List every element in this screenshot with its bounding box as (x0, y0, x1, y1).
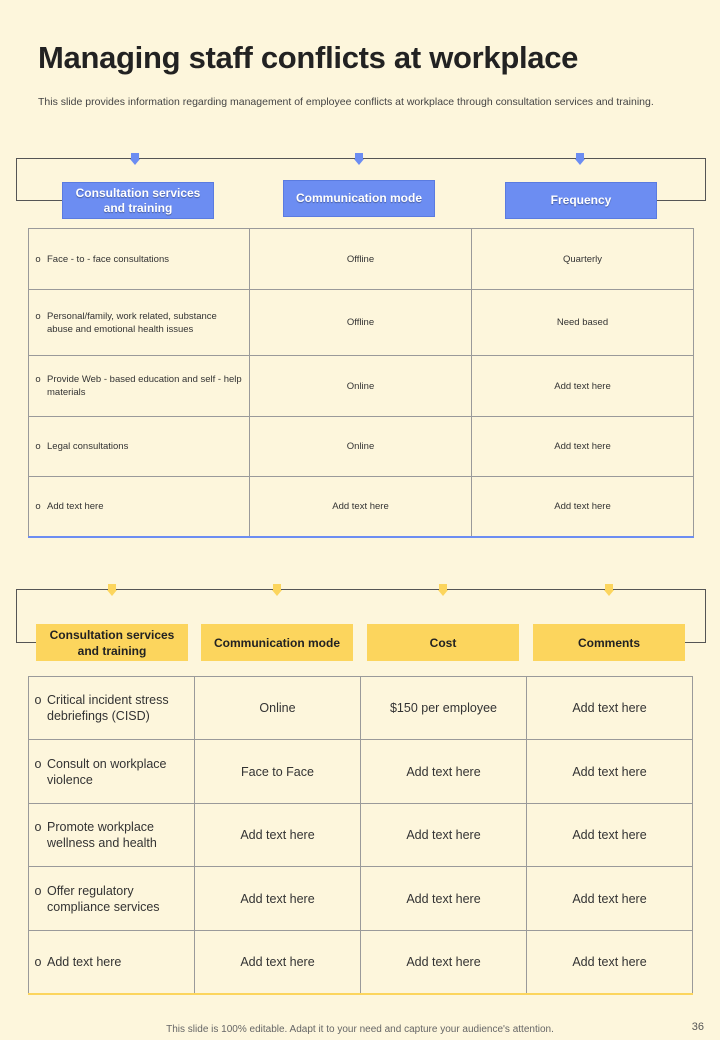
s1-cell-frequency: Add text here (472, 356, 694, 417)
table-row (29, 417, 694, 477)
s2-cell-mode: Add text here (195, 804, 361, 867)
section1-marker-2 (355, 153, 363, 165)
s2-cell-cost: $150 per employee (361, 677, 527, 740)
table-row (29, 931, 693, 994)
s2-cell-mode: Online (195, 677, 361, 740)
s1-header-frequency: Frequency (505, 182, 657, 219)
s2-header-consultation: Consultation services and training (36, 624, 188, 661)
s2-header-comments: Comments (533, 624, 685, 661)
s1-cell-mode: Offline (250, 290, 472, 356)
s2-cell-cost: Add text here (361, 804, 527, 867)
s2-cell-service: o Offer regulatory compliance services (29, 867, 195, 931)
s2-cell-comments: Add text here (527, 740, 693, 804)
s1-cell-mode: Offline (250, 229, 472, 290)
table-row (29, 804, 693, 867)
bullet-icon: o (34, 820, 42, 834)
s2-cell-cost: Add text here (361, 931, 527, 994)
s2-cell-comments: Add text here (527, 677, 693, 740)
bullet-icon: o (34, 693, 42, 707)
section1-marker-3 (576, 153, 584, 165)
s2-cell-comments: Add text here (527, 804, 693, 867)
bullet-icon: o (35, 253, 41, 265)
table-row (29, 290, 694, 356)
bullet-icon: o (35, 441, 41, 452)
s2-header-communication-mode: Communication mode (201, 624, 353, 661)
page-subtitle: This slide provides information regarding management of employee conflicts at workplace through consultation services and training. (38, 96, 654, 108)
section1-bracket-foot-left (16, 200, 62, 201)
bullet-icon: o (35, 310, 41, 322)
s2-cell-service: o Consult on workplace violence (29, 740, 195, 804)
s2-cell-mode: Face to Face (195, 740, 361, 804)
s2-cell-service: o Promote workplace wellness and health (29, 804, 195, 867)
section1-marker-1 (131, 153, 139, 165)
table-row (29, 229, 694, 290)
section2-marker-3 (439, 584, 447, 596)
s1-header-communication-mode: Communication mode (283, 180, 435, 217)
s2-cell-mode: Add text here (195, 931, 361, 994)
s2-header-cost: Cost (367, 624, 519, 661)
bullet-icon: o (34, 954, 42, 969)
page-title: Managing staff conflicts at workplace (38, 40, 579, 75)
section2-marker-4 (605, 584, 613, 596)
s2-cell-comments: Add text here (527, 931, 693, 994)
s1-cell-frequency: Add text here (472, 477, 694, 537)
section2-table (28, 676, 693, 995)
bullet-icon: o (35, 500, 41, 512)
section2-marker-1 (108, 584, 116, 596)
table-row (29, 477, 694, 537)
page-number: 36 (691, 1021, 704, 1033)
bullet-icon: o (35, 374, 41, 385)
s1-cell-service: o Legal consultations (29, 417, 250, 477)
s2-cell-cost: Add text here (361, 740, 527, 804)
s1-cell-frequency: Need based (472, 290, 694, 356)
s1-header-consultation: Consultation services and training (62, 182, 214, 219)
s2-cell-comments: Add text here (527, 867, 693, 931)
s2-cell-service: o Add text here (29, 931, 195, 994)
s1-cell-mode: Online (250, 356, 472, 417)
section1-bracket-foot-right (657, 200, 705, 201)
footer-note: This slide is 100% editable. Adapt it to your need and capture your audience's attention. (166, 1024, 554, 1035)
table-row (29, 356, 694, 417)
s2-cell-cost: Add text here (361, 867, 527, 931)
s1-cell-service: o Add text here (29, 477, 250, 537)
s1-cell-service: o Personal/family, work related, substance abuse and emotional health issues (29, 290, 250, 356)
section2-bracket-foot-left (16, 642, 36, 643)
table-row (29, 740, 693, 804)
section1-table (28, 228, 694, 538)
s1-cell-frequency: Add text here (472, 417, 694, 477)
bullet-icon: o (34, 883, 42, 898)
s2-cell-service: o Critical incident stress debriefings (CISD) (29, 677, 195, 740)
s1-cell-service: o Face - to - face consultations (29, 229, 250, 290)
section2-marker-2 (273, 584, 281, 596)
s2-cell-mode: Add text here (195, 867, 361, 931)
table-row (29, 867, 693, 931)
bullet-icon: o (34, 756, 42, 771)
section2-bracket-foot-right (685, 642, 705, 643)
s1-cell-frequency: Quarterly (472, 229, 694, 290)
s1-cell-service: o Provide Web - based education and self - help materials (29, 356, 250, 417)
s1-cell-mode: Add text here (250, 477, 472, 537)
table-row (29, 677, 693, 740)
s1-cell-mode: Online (250, 417, 472, 477)
